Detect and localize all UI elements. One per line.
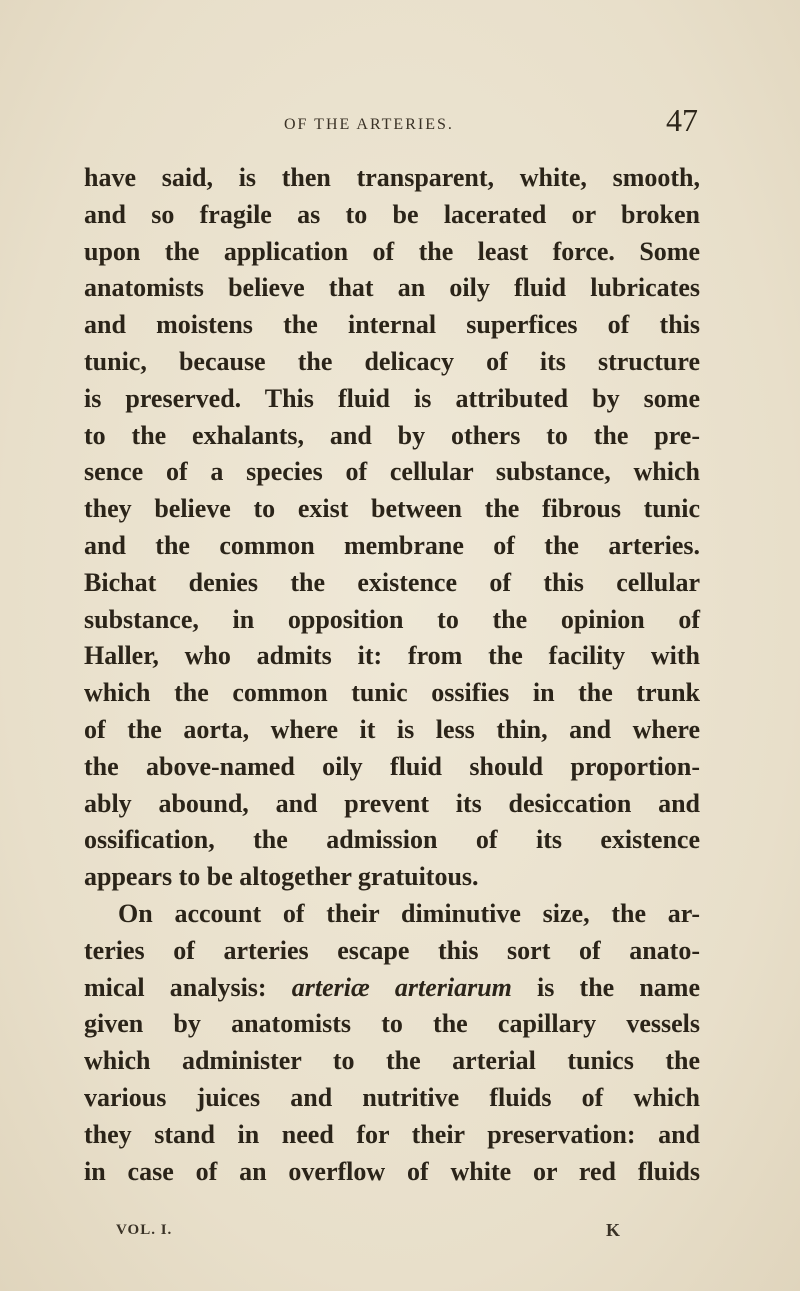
text-line: in case of an overflow of white or red fluids [84,1156,700,1186]
page-header [0,102,800,152]
text-line: they stand in need for their preservation: and [84,1119,700,1149]
text-line: various juices and nutritive fluids of which [84,1082,700,1112]
text-line: ossification, the admission of its existence [84,825,700,855]
text-line: ably abound, and prevent its desiccation and [84,788,700,818]
text-line: tunic, because the delicacy of its structure [84,346,700,376]
italic-phrase: arteriæ arteriarum [291,972,512,1002]
body-text [84,160,700,1190]
signature-mark: K [606,1220,621,1240]
text-run: mical analysis: [84,972,292,1002]
text-line: is preserved. This fluid is attributed by some [84,383,700,413]
running-head: OF THE ARTERIES. [284,116,454,133]
paragraph-end-line: appears to be altogether gratuitous. [84,862,479,892]
text-line: which the common tunic ossifies in the trunk [84,678,700,708]
text-line-with-italic [84,970,700,1007]
text-line: Haller, who admits it: from the facility with [84,641,700,671]
text-line: substance, in opposition to the opinion of [84,604,700,634]
text-run: is the name [537,972,700,1002]
text-line: to the exhalants, and by others to the pre- [84,420,700,450]
paragraph-start-line: On account of their diminutive size, the ar- [118,898,700,928]
page-number: 47 [666,102,698,138]
text-line: given by anatomists to the capillary vessels [84,1009,700,1039]
text-line: the above-named oily fluid should proportion- [84,751,700,781]
text-line: teries of arteries escape this sort of anato- [84,935,700,965]
text-line: sence of a species of cellular substance, which [84,457,700,487]
text-line: anatomists believe that an oily fluid lubricates [84,273,700,303]
text-line: of the aorta, where it is less thin, and where [84,714,700,744]
text-line: have said, is then transparent, white, smooth, [84,163,700,192]
text-line: and so fragile as to be lacerated or broken [84,199,700,229]
text-line: which administer to the arterial tunics the [84,1046,700,1076]
text-line: they believe to exist between the fibrous tunic [84,494,700,524]
text-line: upon the application of the least force. Some [84,236,700,266]
text-line: and the common membrane of the arteries. [84,530,700,560]
page-footer [0,1220,800,1250]
text-line: and moistens the internal superfices of this [84,310,700,340]
text-line: Bichat denies the existence of this cellular [84,567,700,597]
volume-signature: VOL. I. [116,1222,173,1238]
